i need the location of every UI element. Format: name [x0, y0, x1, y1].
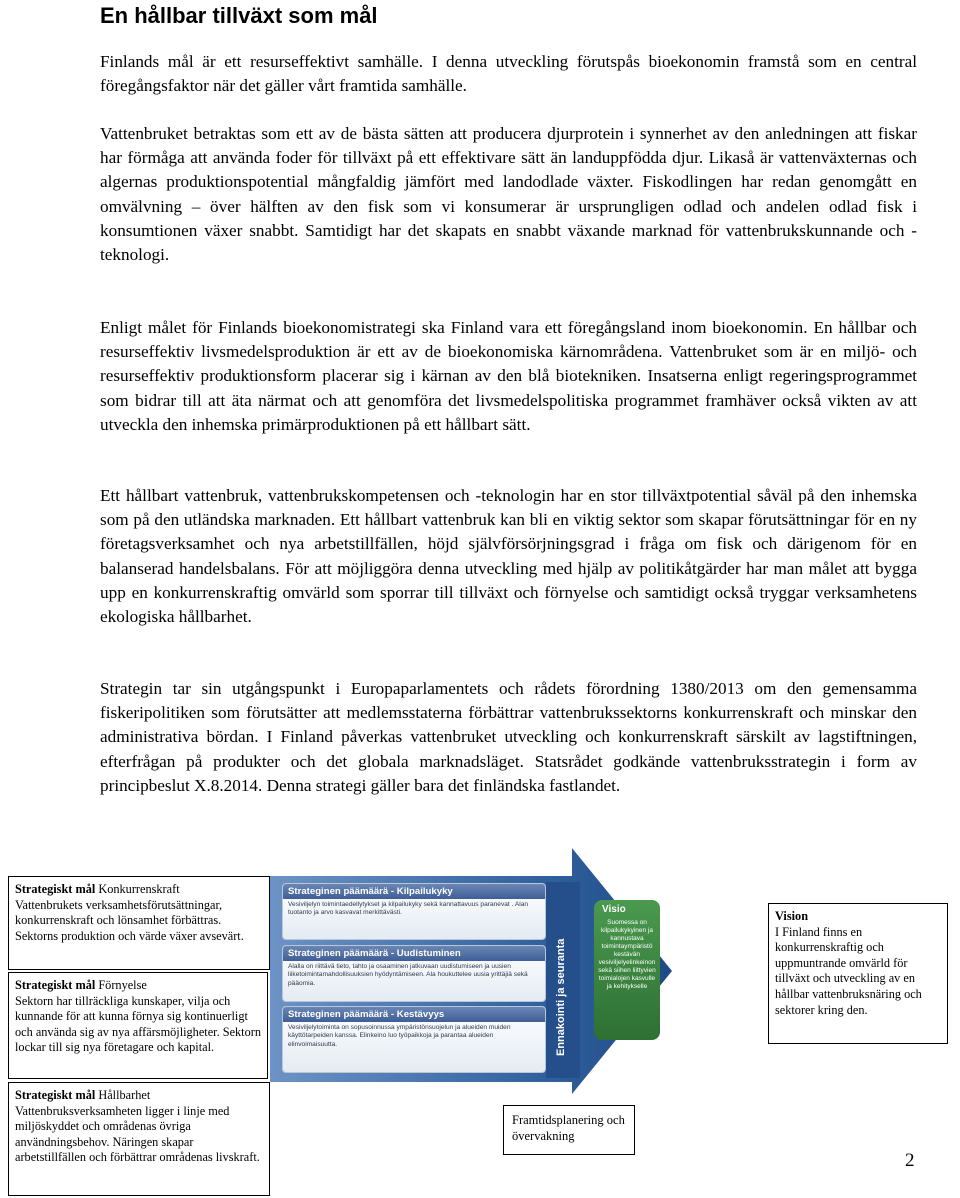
paragraph-goal: Finlands mål är ett resurseffektivt samhälle. I denna utveckling förutspås bioekonomin framstå som en central föregångsfaktor när det gäller vårt framtida samhälle. [100, 52, 917, 96]
vision-panel-text: Suomessa on kilpailukykyinen ja kannustava toimintaympäristö kestävän vesiviljelyelinkeinon sekä siihen liittyvien toimialojen kasvulle ja kehitykselle [598, 919, 656, 990]
strategy-goal-sustainability [282, 1006, 546, 1073]
strategy-goal-renewal [282, 945, 546, 1002]
page-number: 2 [905, 1150, 915, 1171]
strategy-goal-text: Vesiviljelytoiminta on sopusoinnussa ympäristönsuojelun ja alueiden muiden käyttötarpeiden kanssa. Elinkeino luo työpaikkoja ja parantaa alueiden elinvoimaisuutta. [288, 1024, 511, 1048]
vision-panel-head: Visio [602, 904, 626, 915]
goal-label: Strategiskt mål [15, 882, 96, 896]
goal-title: Förnyelse [98, 978, 147, 992]
foresight-box [503, 1105, 635, 1155]
vision-box [768, 903, 948, 1044]
goal-box-renewal [8, 972, 268, 1079]
goal-label: Strategiskt mål [15, 978, 96, 992]
strategy-goal-head: Strateginen päämäärä - Uudistuminen [283, 946, 545, 961]
strategy-goal-head: Strateginen päämäärä - Kilpailukyky [283, 884, 545, 899]
strategy-goal-text: Alalla on riittävä tieto, tahto ja osaaminen jatkuvaan uudistumiseen ja uusien liiketoimintamahdollisuuksien hyödyntämiseen. Ala houkuttelee uusia yrittäjiä sekä pääomia. [288, 963, 528, 987]
paragraph-bioeconomy: Enligt målet för Finlands bioekonomistrategi ska Finland vara ett föregångsland inom bioekonomin. En hållbar och resurseffektiv livsmedelsproduktion är ett av de bioekonomiska kärnområdena. Vattenbruket som är en miljö- och resurseffektiv produktionsform placerar sig i kärnan av den blå biotekniken. Insatserna enligt regeringsprogrammet som bidrar till att äta närmat och att genomföra det livsmedelspolitiska programmet framhäver också vikten av att utveckla den inhemska primärproduktionen på ett hållbart sätt. [100, 318, 917, 434]
goal-text: Vattenbruksverksamheten ligger i linje med miljöskyddet och områdenas övriga användningsbehov. Näringen skapar arbetstillfällen och förbättrar områdenas livskraft. [15, 1103, 260, 1165]
goal-title: Hållbarhet [98, 1088, 151, 1102]
strategy-goal-head: Strateginen päämäärä - Kestävyys [283, 1007, 545, 1022]
vision-title: Vision [775, 909, 809, 923]
vision-panel [594, 900, 660, 1040]
paragraph-regulation: Strategin tar sin utgångspunkt i Europaparlamentets och rådets förordning 1380/2013 om den gemensamma fiskeripolitiken som förutsätter att medlemsstaterna förbättrar vattenbrukssektorns konkurrenskraft och minskar den administrativa bördan. I Finland påverkas vattenbruket utveckling och konkurrenskraft särskilt av lagstiftningen, efterfrågan på produkter och det globala marknadsläget. Statsrådet godkände vattenbruksstrategin i form av principbeslut X.8.2014. Denna strategi gäller bara det finländska fastlandet. [100, 679, 917, 795]
strategy-goal-text: Vesiviljelyn toimintaedellytykset ja kilpailukyky sekä kannattavuus paranevat . Alan tuotanto ja arvo kasvavat merkittävästi. [288, 901, 529, 917]
goal-label: Strategiskt mål [15, 1088, 96, 1102]
foresight-text: Framtidsplanering och övervakning [512, 1113, 625, 1143]
vision-text: I Finland finns en konkurrenskraftig och uppmuntrande omvärld för tillväxt och utveckling av en hållbar vattenbruksnäring och sektorer kring den. [775, 924, 922, 1017]
paragraph-aquaculture: Vattenbruket betraktas som ett av de bästa sätten att producera djurprotein i synnerhet av den anledningen att fiskar har förmåga att använda foder för tillväxt på ett effektivare sätt än landuppfödda djur. Likaså är vattenväxternas och algernas produktionspotential mångfaldig jämfört med landodlade växter. Fiskodlingen har redan genomgått en omvälvning – över hälften av den fisk som vi konsumerar är ursprungligen odlad och andelen odlad fisk i konsumtionen växer snabbt. Samtidigt har det skapats en snabbt växande marknad för vattenbrukskunnande och -teknologi. [100, 124, 917, 265]
paragraph-growth: Ett hållbart vattenbruk, vattenbrukskompetensen och -teknologin har en stor tillväxtpotential såväl på den inhemska som på den utländska marknaden. Ett hållbart vattenbruk kan bli en viktig sektor som skapar förutsättningar för en ny företagsverksamhet och nya arbetstillfällen, höjd självförsörjningsgrad i fråga om fisk och därigenom för en balanserad handelsbalans. För att möjliggöra denna utveckling med hjälp av politikåtgärder har man målet att bygga upp en konkurrenskraftig omvärld som sporrar till tillväxt och förnyelse och samtidigt också tryggar verksamhetens ekologiska hållbarhet. [100, 486, 917, 627]
page-heading: En hållbar tillväxt som mål [100, 3, 378, 28]
goal-text: Vattenbrukets verksamhetsförutsättningar, konkurrenskraft och lönsamhet förbättras. Sektorns produktion och värde växer avsevärt. [15, 897, 244, 943]
goal-title: Konkurrenskraft [98, 882, 180, 896]
goal-text: Sektorn har tillräckliga kunskaper, vilja och kunnande för att kunna förnya sig kontinuerligt och använda sig av nya affärsmöjligheter. Sektorn lockar till sig nya företagare och kapital. [15, 993, 261, 1055]
goal-box-competitiveness [8, 876, 270, 970]
foresight-label: Ennakointi ja seuranta [555, 938, 567, 1056]
strategy-diagram [262, 846, 674, 1096]
strategy-goal-competitiveness [282, 883, 546, 940]
goal-box-sustainability [8, 1082, 270, 1196]
